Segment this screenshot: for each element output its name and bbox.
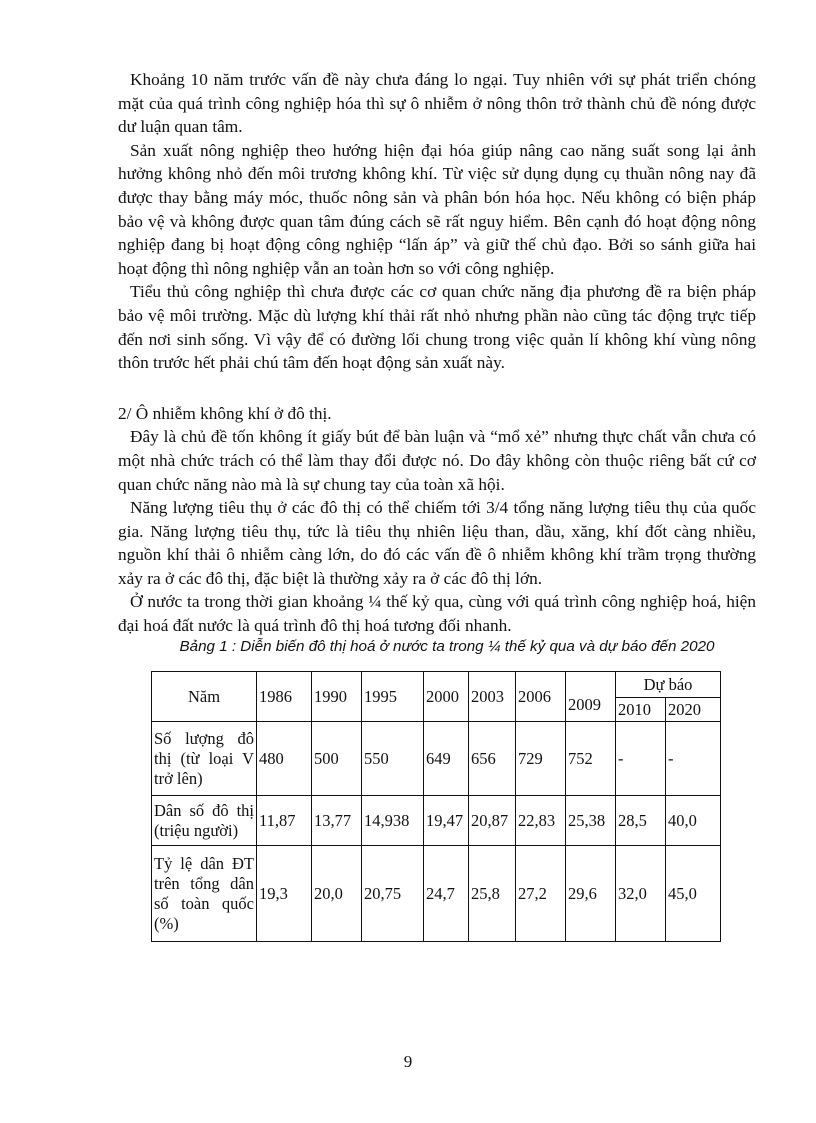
paragraph: Năng lượng tiêu thụ ở các đô thị có thể chiếm tới 3/4 tổng năng lượng tiêu thụ của quốc gia. Năng lượng tiêu thụ, tức là tiêu thụ nhiên liệu than, dầu, xăng, khí đốt càng nhiều, nguồn khí thải ô nhiễm càng lớn, do đó các vấn đề ô nhiễm không khí trầm trọng thường xảy ra ở các đô thị, đặc biệt là thường xảy ra ở các đô thị lớn.: [118, 498, 756, 588]
table-cell: 20,0: [312, 846, 362, 942]
table-row: [152, 846, 721, 942]
year-header: Năm: [152, 672, 257, 722]
section-heading: 2/ Ô nhiễm không khí ở đô thị.: [118, 403, 332, 423]
table-cell: 656: [469, 722, 516, 796]
table-cell: 500: [312, 722, 362, 796]
year-cell: 1986: [257, 672, 312, 722]
year-cell: 1995: [362, 672, 424, 722]
table-cell: 24,7: [424, 846, 469, 942]
page-number: 9: [403, 1052, 413, 1071]
paragraph: Ở nước ta trong thời gian khoảng ¼ thế kỷ qua, cùng với quá trình công nghiệp hoá, hiện đại hoá đất nước là quá trình đô thị hoá tương đối nhanh.: [118, 592, 756, 636]
table-cell: 45,0: [666, 846, 721, 942]
urbanization-table: [151, 671, 721, 942]
year-cell: 2009: [566, 672, 616, 722]
year-cell: 1990: [312, 672, 362, 722]
year-cell: 2000: [424, 672, 469, 722]
forecast-year-cell: 2010: [616, 698, 666, 722]
table-cell: -: [666, 722, 721, 796]
table-cell: 40,0: [666, 796, 721, 846]
paragraph: Tiểu thủ công nghiệp thì chưa được các cơ quan chức năng địa phương đề ra biện pháp bảo vệ môi trường. Mặc dù lượng khí thải rất nhỏ nhưng phần nào cũng tác động trực tiếp đến nơi sinh sống. Vì vậy để có đường lối chung trong việc quản lí không khí vùng nông thôn trước hết phải chú tâm đến hoạt động sản xuất này.: [118, 282, 756, 373]
table-cell: 22,83: [516, 796, 566, 846]
table-header-row: [152, 672, 721, 698]
table-cell: 32,0: [616, 846, 666, 942]
table-cell: 28,5: [616, 796, 666, 846]
table-cell: 27,2: [516, 846, 566, 942]
table-cell: 649: [424, 722, 469, 796]
table-cell: 729: [516, 722, 566, 796]
table-cell: 25,8: [469, 846, 516, 942]
paragraph: Đây là chủ đề tốn không ít giấy bút để bàn luận và “mổ xẻ” nhưng thực chất vẫn chưa có một nhà chức trách có thể làm thay đổi được nó. Do đây không còn thuộc riêng bất cứ cơ quan chức năng nào mà là sự chung tay của toàn xã hội.: [118, 427, 756, 494]
table-cell: 29,6: [566, 846, 616, 942]
paragraph: Sản xuất nông nghiệp theo hướng hiện đại hóa giúp nâng cao năng suất song lại ảnh hưởng không nhỏ đến môi trương không khí. Từ việc sử dụng dụng cụ thuần nông nay đã được thay bằng máy móc, thuốc nông sản và phân bón hóa học. Nếu không có biện pháp bảo vệ và không được quan tâm đúng cách sẽ rất nguy hiểm. Bên cạnh đó hoạt động nông nghiệp đang bị hoạt động công nghiệp “lấn áp” và giữ thế chủ đạo. Bởi so sánh giữa hai hoạt động thì nông nghiệp vẫn an toàn hơn so với công nghiệp.: [118, 140, 756, 278]
row-label: Số lượng đô thị (từ loại V trở lên): [152, 722, 257, 796]
forecast-header: Dự báo: [616, 672, 721, 698]
table-cell: 480: [257, 722, 312, 796]
table-cell: 14,938: [362, 796, 424, 846]
table-cell: 20,75: [362, 846, 424, 942]
table-cell: 550: [362, 722, 424, 796]
document-body: [118, 68, 756, 656]
paragraph: Khoảng 10 năm trước vấn đề này chưa đáng lo ngại. Tuy nhiên với sự phát triển chóng mặt của quá trình công nghiệp hóa thì sự ô nhiễm ở nông thôn trở thành chủ đề nóng được dư luận quan tâm.: [118, 70, 756, 137]
table-cell: 19,47: [424, 796, 469, 846]
table-row: [152, 796, 721, 846]
table-cell: -: [616, 722, 666, 796]
table-cell: 752: [566, 722, 616, 796]
forecast-year-cell: 2020: [666, 698, 721, 722]
table-cell: 25,38: [566, 796, 616, 846]
year-cell: 2003: [469, 672, 516, 722]
year-cell: 2006: [516, 672, 566, 722]
table-cell: 13,77: [312, 796, 362, 846]
row-label: Tỷ lệ dân ĐT trên tổng dân số toàn quốc (%): [152, 846, 257, 942]
table-cell: 19,3: [257, 846, 312, 942]
row-label: Dân số đô thị (triệu người): [152, 796, 257, 846]
table-cell: 11,87: [257, 796, 312, 846]
table-cell: 20,87: [469, 796, 516, 846]
table-row: [152, 722, 721, 796]
table-caption: Bảng 1 : Diễn biến đô thị hoá ở nước ta trong ¼ thế kỷ qua và dự báo đến 2020: [179, 637, 715, 655]
